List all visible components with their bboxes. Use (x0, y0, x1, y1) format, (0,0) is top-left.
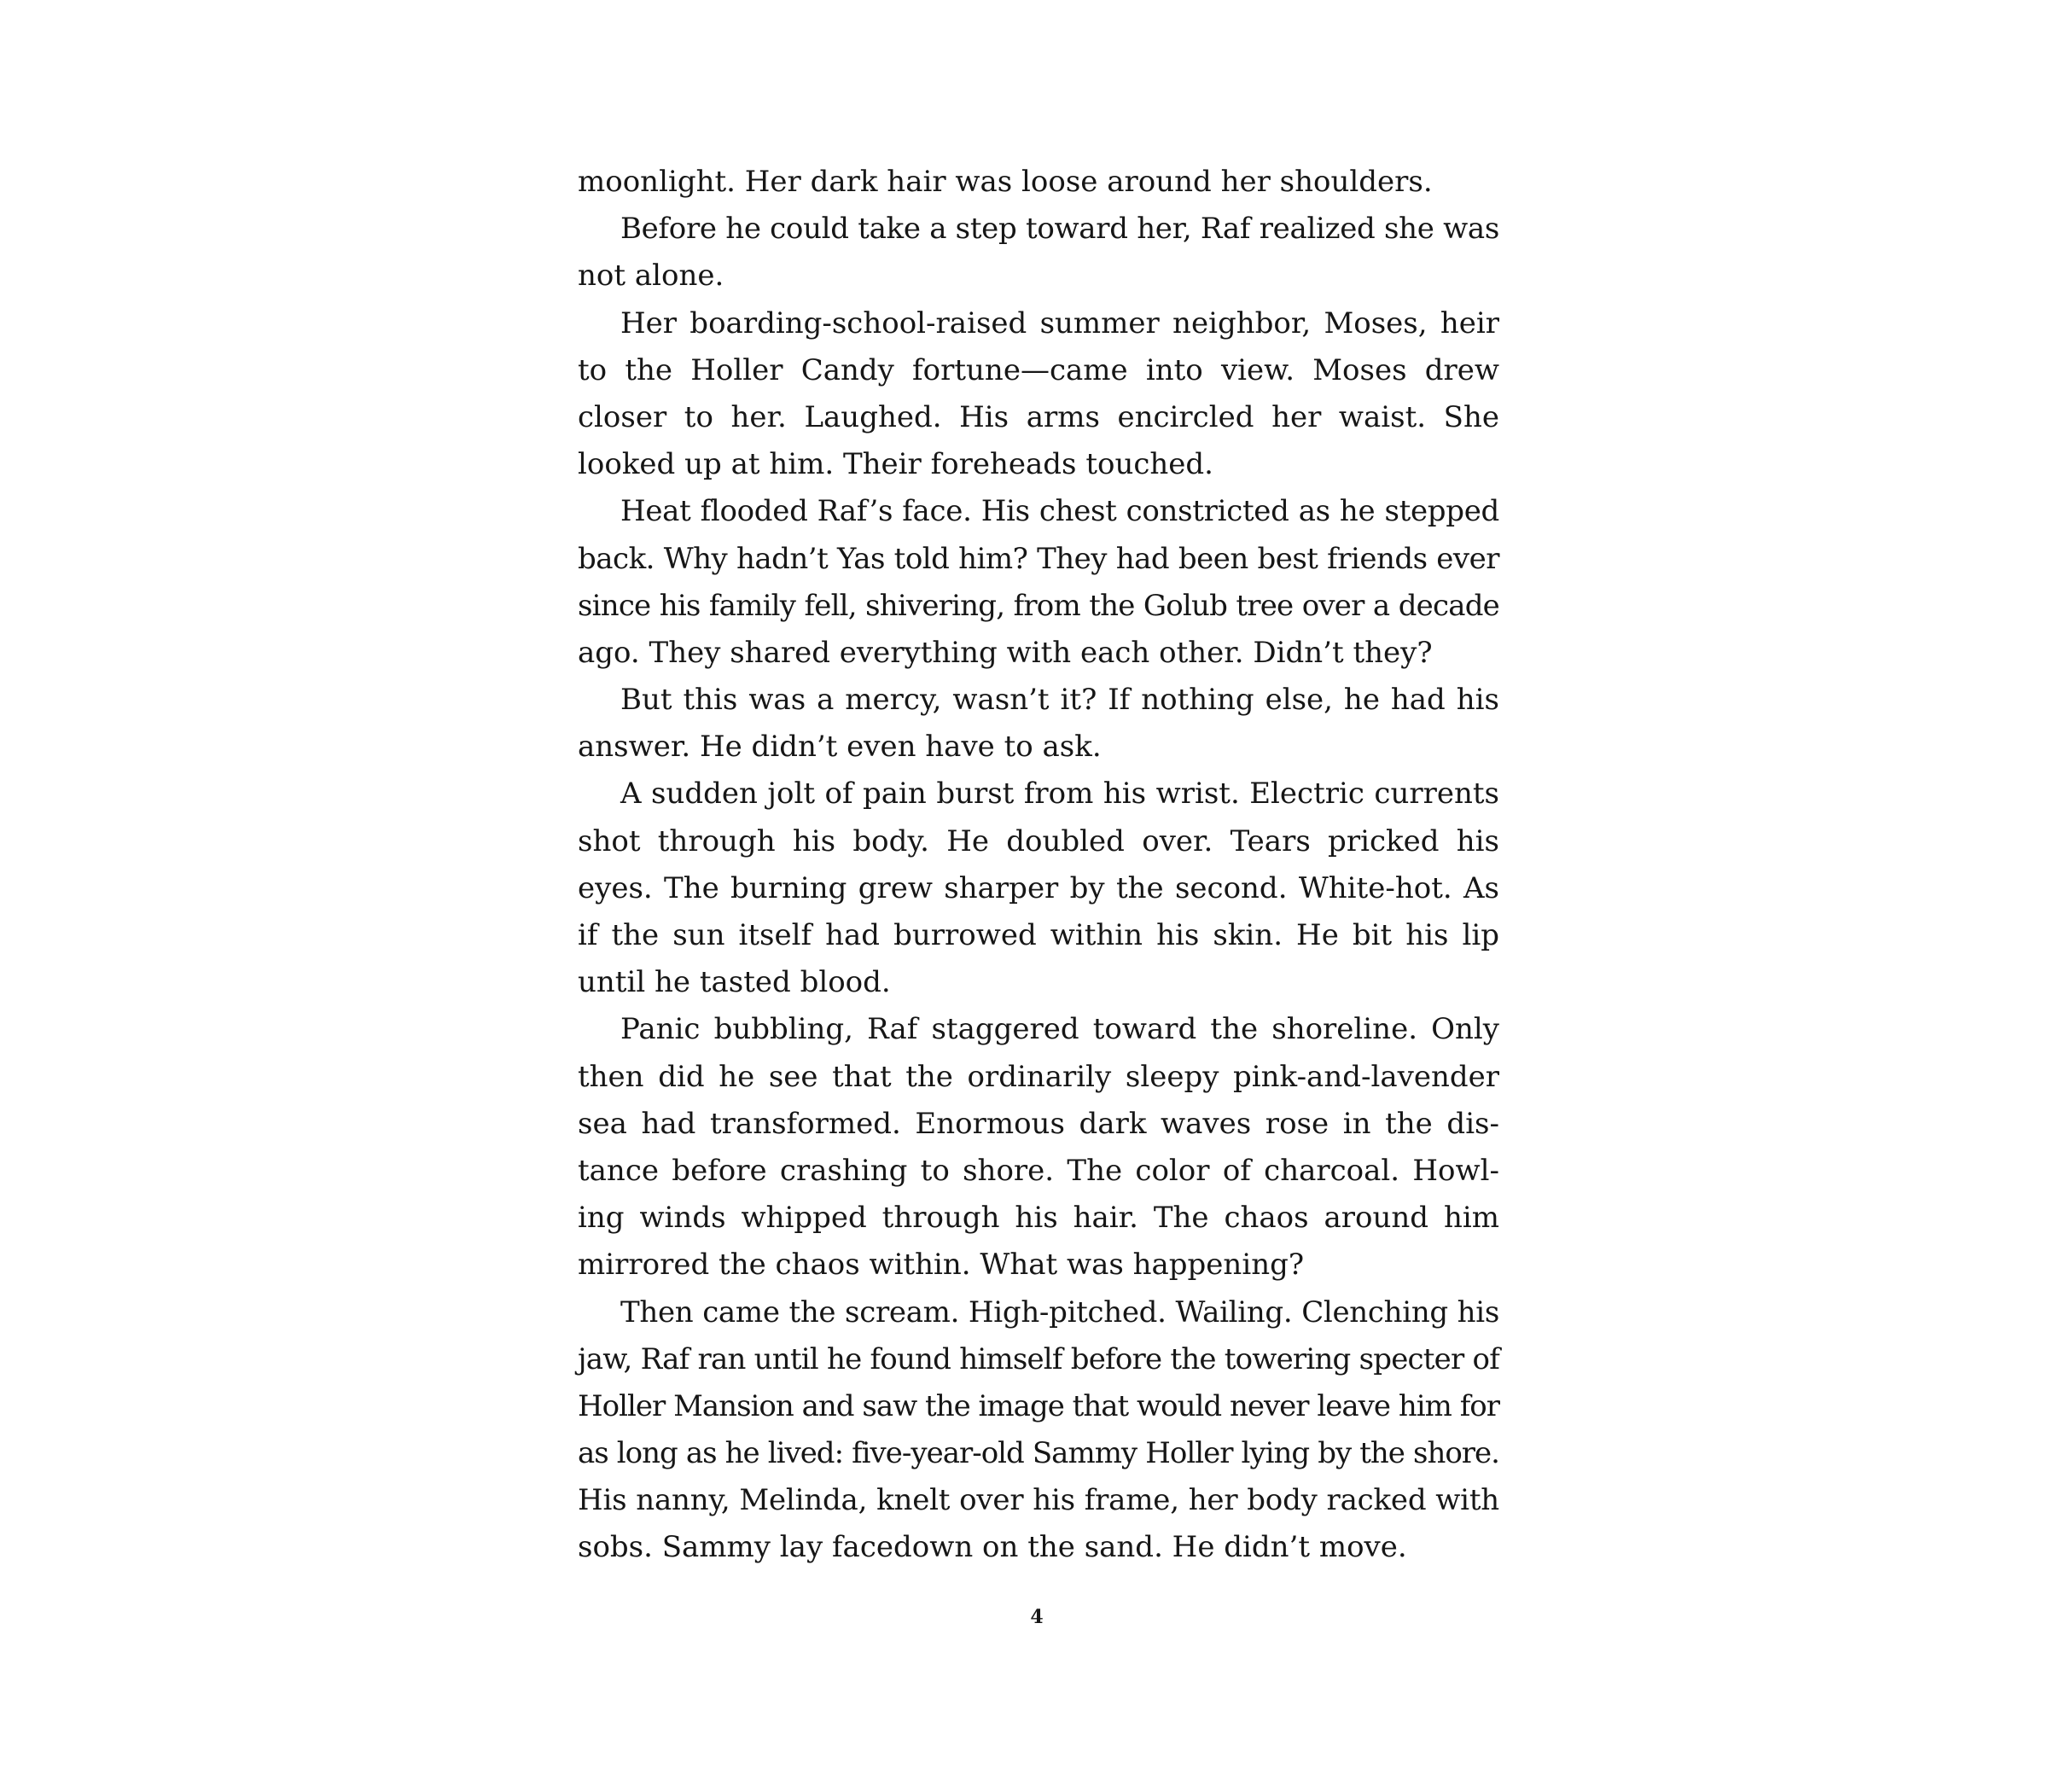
text-line: sea had transformed. Enormous dark waves rose in the dis- (578, 1106, 1499, 1141)
text-line: Before he could take a step toward her, Raf realized she was (620, 212, 1499, 247)
text-line: Heat flooded Raf’s face. His chest constricted as he stepped (620, 494, 1499, 529)
text-line: looked up at him. Their foreheads touched. (578, 447, 1213, 482)
text-line: jaw, Raf ran until he found himself before the towering specter of (578, 1341, 1499, 1376)
text-line: to the Holler Candy fortune—came into view. Moses drew (578, 352, 1499, 387)
text-line: back. Why hadn’t Yas told him? They had been best friends ever (578, 541, 1499, 576)
text-line: sobs. Sammy lay facedown on the sand. He didn’t move. (578, 1530, 1407, 1565)
text-line: ago. They shared everything with each other. Didn’t they? (578, 635, 1433, 670)
text-line: moonlight. Her dark hair was loose around her shoulders. (578, 165, 1433, 199)
text-line: Holler Mansion and saw the image that would never leave him for (578, 1388, 1499, 1423)
text-line: answer. He didn’t even have to ask. (578, 730, 1102, 765)
text-line: mirrored the chaos within. What was happening? (578, 1248, 1305, 1283)
text-line: until he tasted blood. (578, 965, 891, 1000)
text-line: if the sun itself had burrowed within his skin. He bit his lip (578, 918, 1499, 952)
text-line: A sudden jolt of pain burst from his wrist. Electric currents (620, 777, 1499, 812)
text-line: His nanny, Melinda, knelt over his frame, her body racked with (578, 1483, 1499, 1518)
text-line: Then came the scream. High-pitched. Wailing. Clenching his (620, 1295, 1499, 1329)
page-number: 4 (1030, 1606, 1044, 1628)
text-line: tance before crashing to shore. The color of charcoal. Howl- (578, 1153, 1499, 1188)
text-line: eyes. The burning grew sharper by the second. White-hot. As (578, 870, 1499, 905)
text-line: not alone. (578, 259, 724, 294)
body-text (578, 159, 1499, 1572)
text-line: as long as he lived: five-year-old Sammy Holler lying by the shore. (578, 1436, 1499, 1471)
text-line: then did he see that the ordinarily sleepy pink-and-lavender (578, 1059, 1499, 1094)
text-line: closer to her. Laughed. His arms encircled her waist. She (578, 399, 1499, 434)
text-line: since his family fell, shivering, from the Golub tree over a decade (578, 588, 1499, 623)
text-line: But this was a mercy, wasn’t it? If nothing else, he had his (620, 683, 1499, 718)
text-line: Her boarding-school-raised summer neighbor, Moses, heir (620, 305, 1499, 340)
text-line: shot through his body. He doubled over. Tears pricked his (578, 823, 1499, 858)
text-line: Panic bubbling, Raf staggered toward the shoreline. Only (620, 1012, 1499, 1047)
text-line: ing winds whipped through his hair. The chaos around him (578, 1201, 1499, 1236)
